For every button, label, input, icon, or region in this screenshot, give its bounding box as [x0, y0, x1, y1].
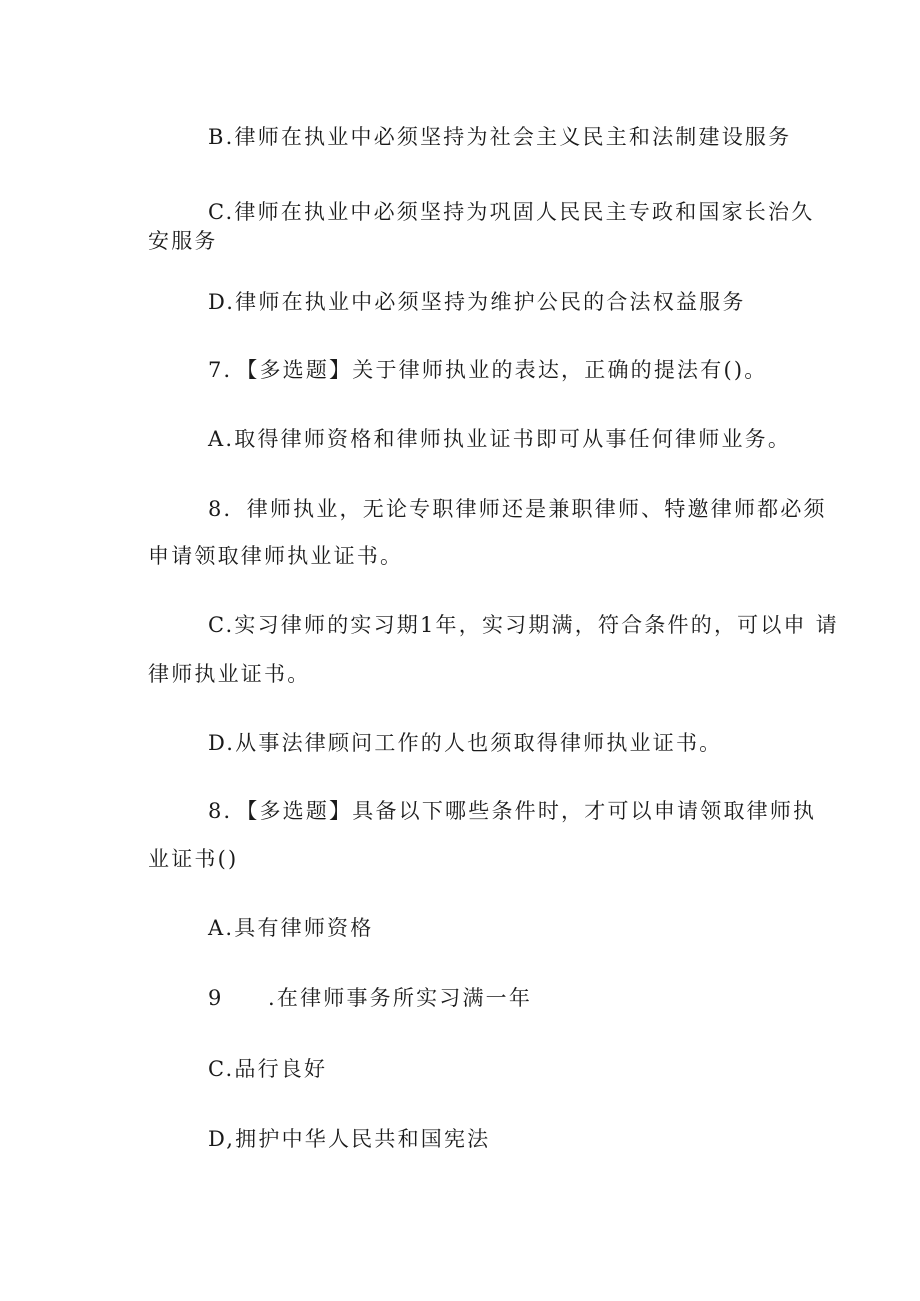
question-8-statement-line1: 8．律师执业，无论专职律师还是兼职律师、特邀律师都必须: [208, 497, 827, 521]
question-7-option-c-line1: C.实习律师的实习期1年，实习期满，符合条件的，可以申 请: [208, 613, 839, 637]
question-7-option-d: D.从事法律顾问工作的人也须取得律师执业证书。: [208, 731, 723, 755]
question-8-title-line2: 业证书(): [148, 847, 239, 871]
question-8-option-c: C.品行良好: [208, 1057, 328, 1081]
question-8-title-line1: 8．【多选题】具备以下哪些条件时，才可以申请领取律师执: [208, 799, 817, 823]
question-7-option-a: A.取得律师资格和律师执业证书即可从事任何律师业务。: [208, 427, 792, 451]
question-9-number: 9: [208, 986, 224, 1010]
option-c-text-line2: 安服务: [148, 229, 218, 253]
question-9-text: .在律师事务所实习满一年: [268, 986, 533, 1010]
question-9-line: [208, 985, 532, 1011]
option-c-text-line1: C.律师在执业中必须坚持为巩固人民民主专政和国家长治久: [208, 200, 815, 224]
option-d-text: D.律师在执业中必须坚持为维护公民的合法权益服务: [208, 290, 746, 314]
question-8-statement-line2: 申请领取律师执业证书。: [148, 544, 404, 568]
option-b-text: B.律师在执业中必须坚持为社会主义民主和法制建设服务: [208, 125, 792, 149]
question-7-title: 7．【多选题】关于律师执业的表达，正确的提法有()。: [208, 358, 768, 382]
question-8-option-d: D,拥护中华人民共和国宪法: [208, 1127, 491, 1151]
question-8-option-a: A.具有律师资格: [208, 916, 374, 940]
question-7-option-c-line2: 律师执业证书。: [148, 662, 311, 686]
